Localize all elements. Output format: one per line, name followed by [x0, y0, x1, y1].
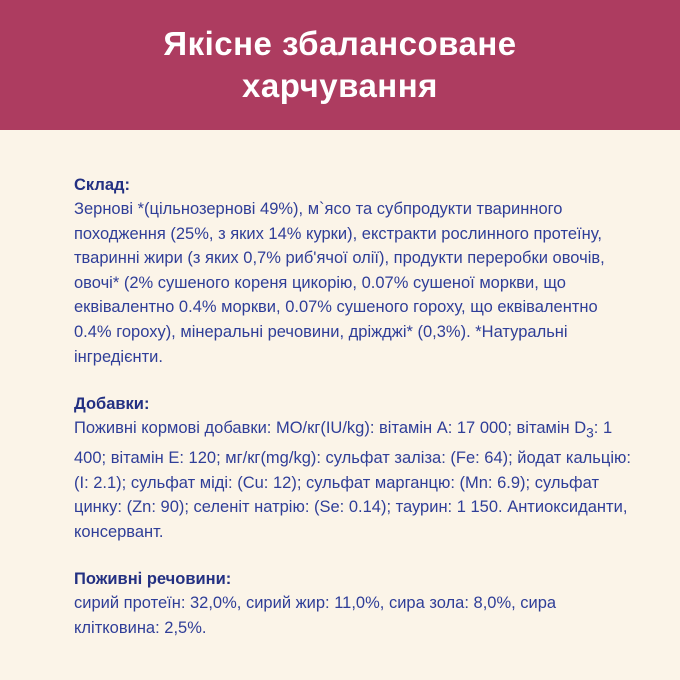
nutrients-section [74, 568, 634, 640]
nutrients-text: сирий протеїн: 32,0%, сирий жир: 11,0%, сира зола: 8,0%, сира клітковина: 2,5%. [74, 594, 557, 638]
title-banner [0, 0, 680, 130]
vitamin-d-subscript: 3 [586, 425, 594, 441]
ingredients-content [74, 174, 634, 665]
page-title: Якісне збалансоване харчування [163, 25, 517, 104]
additives-section [74, 393, 634, 544]
additives-text-part1: Поживні кормові добавки: МО/кг(IU/kg): вітамін А: 17 000; вітамін D [74, 419, 587, 438]
additives-heading: Добавки: [74, 395, 150, 414]
additives-text [74, 416, 634, 544]
nutrients-heading: Поживні речовини: [74, 570, 232, 589]
composition-section [74, 174, 634, 369]
composition-heading: Склад: [74, 176, 131, 194]
composition-text: Зернові *(цільнозернові 49%), м`ясо та субпродукти тваринного походження (25%, з яких 14% курки), екстракти рослинного протеїну, тваринні жири (з яких 0,7% риб'ячої олії), продукти переробки овочів, овочі* (2% сушеного кореня цикорію, 0.07% сушеної моркви, що еквівалентно 0.4% моркви, 0.07% сушеного гороху, що еквівалентно 0.4% гороху), мінеральні речовини, дріжджі* (0,3%). *Натуральні інгредієнти. [74, 200, 605, 366]
additives-text-part2: : 1 400; вітамін Е: 120; мг/кг(mg/kg): сульфат заліза: (Fe: 64); йодат кальцію: (I: 2.1); сульфат міді: (Cu: 12); сульфат марганцю: (Mn: 6.9); сульфат цинку: (Zn: 90); селеніт натрію: (Se: 0.14); таурин: 1 150. Антиоксиданти, консервант. [74, 419, 631, 541]
